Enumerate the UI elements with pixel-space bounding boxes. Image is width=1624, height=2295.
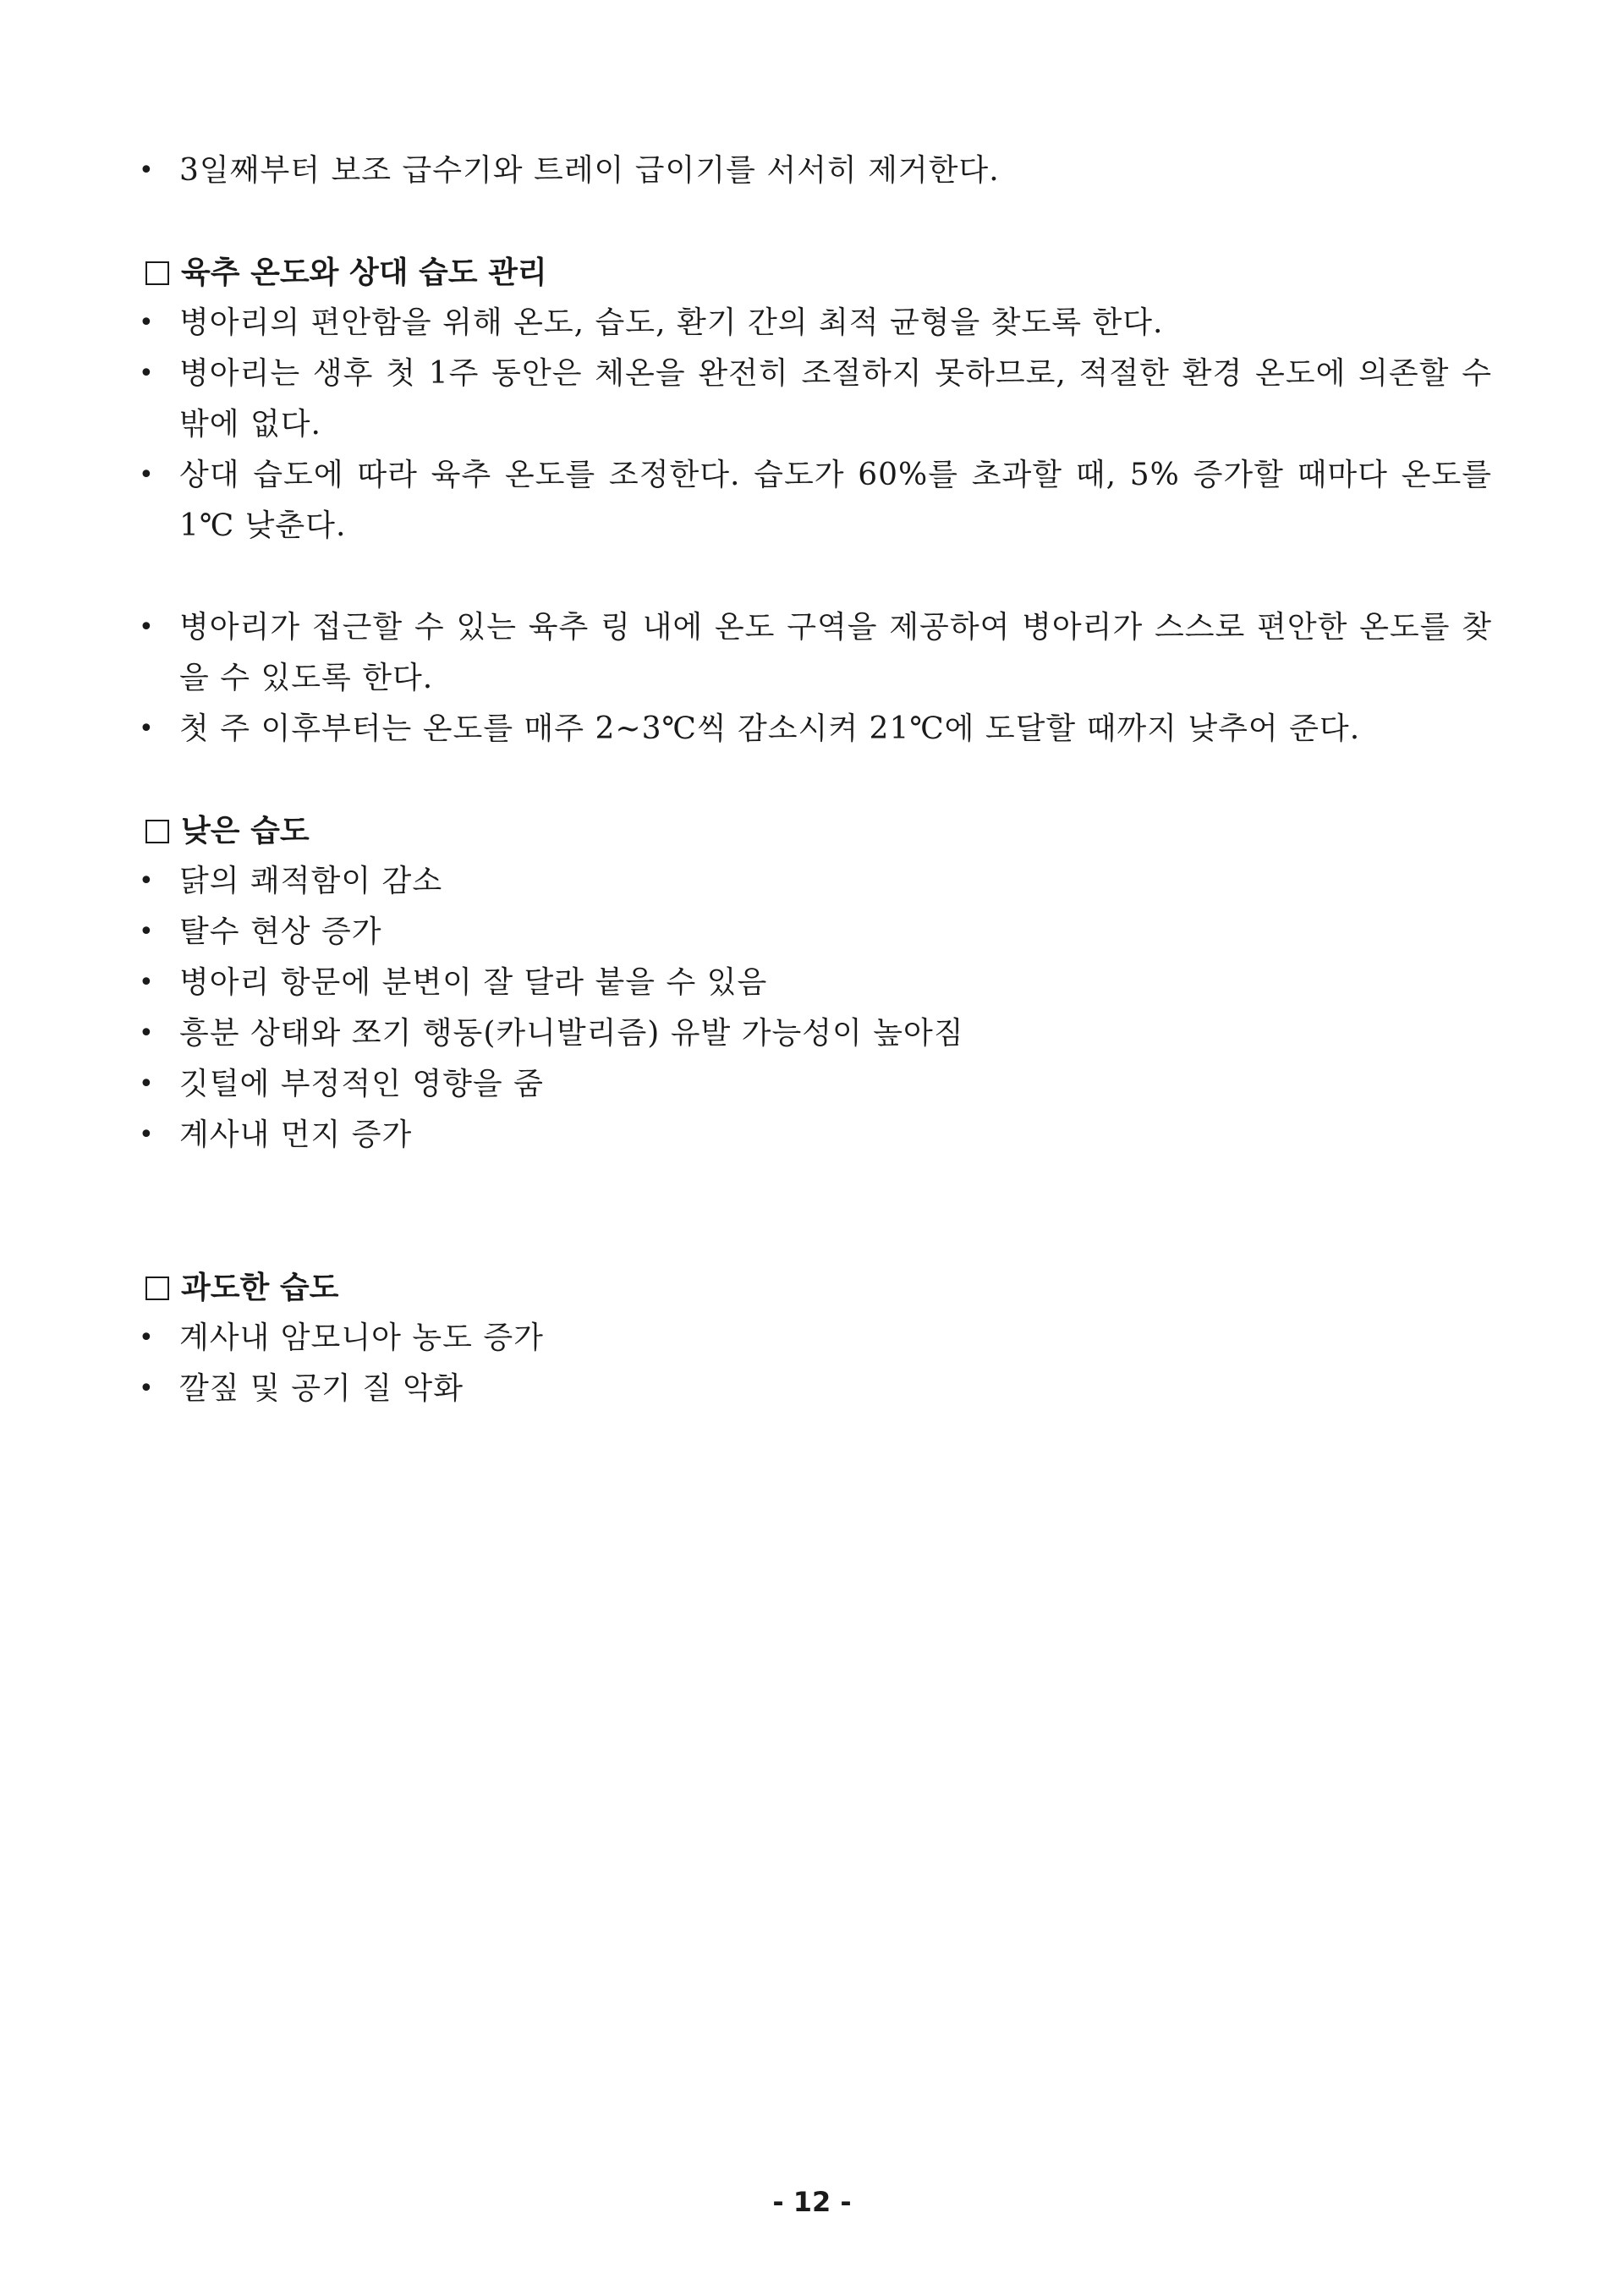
list-item [139, 450, 1492, 552]
bullet-dot: • [139, 917, 155, 947]
list-item-text: 닭의 쾌적함이 감소 [179, 864, 443, 898]
list-item-text: 병아리는 생후 첫 1주 동안은 체온을 완전히 조절하지 못하므로, 적절한 환경 온도에 의존할 수 밖에 없다. [179, 356, 1492, 442]
list-item [139, 856, 1492, 907]
bullet-dot: • [139, 714, 155, 744]
list-item-text: 병아리가 접근할 수 있는 육추 링 내에 온도 구역을 제공하여 병아리가 스스로 편안한 온도를 찾을 수 있도록 한다. [179, 610, 1492, 695]
list-item [139, 958, 1492, 1008]
checkbox-square-icon [145, 820, 169, 843]
section-heading-high-humidity [145, 1263, 338, 1314]
list-item [139, 704, 1492, 755]
list-item [139, 145, 1492, 196]
page-number: - 12 - [772, 2186, 852, 2218]
bullet-dot: • [139, 308, 155, 338]
bullet-dot: • [139, 1374, 155, 1403]
bullet-dot: • [139, 612, 155, 642]
checkbox-square-icon [145, 1277, 169, 1300]
list-item [139, 349, 1492, 450]
list-item-text: 깔짚 및 공기 질 악화 [179, 1371, 464, 1406]
checkbox-square-icon [145, 261, 169, 285]
list-item [139, 298, 1492, 349]
list-item [139, 907, 1492, 958]
list-item-text: 흥분 상태와 쪼기 행동(카니발리즘) 유발 가능성이 높아짐 [179, 1016, 964, 1051]
bullet-dot: • [139, 1069, 155, 1099]
section-heading-text: 낮은 습도 [181, 814, 310, 848]
bullet-dot: • [139, 968, 155, 997]
list-item-text: 병아리 항문에 분변이 잘 달라 붙을 수 있음 [179, 965, 768, 1000]
list-item-text: 탈수 현상 증가 [179, 914, 382, 949]
list-item [139, 602, 1492, 704]
list-item-text: 3일째부터 보조 급수기와 트레이 급이기를 서서히 제거한다. [179, 153, 1000, 188]
bullet-dot: • [139, 359, 155, 388]
bullet-dot: • [139, 156, 155, 185]
section-heading-low-humidity [145, 806, 310, 857]
section-heading-brooding [145, 248, 547, 299]
section-heading-text: 과도한 습도 [181, 1271, 339, 1305]
bullet-dot: • [139, 460, 155, 490]
list-item [139, 1110, 1492, 1161]
section-heading-text: 육추 온도와 상대 습도 관리 [181, 255, 547, 290]
bullet-dot: • [139, 1120, 155, 1150]
bullet-dot: • [139, 1323, 155, 1353]
bullet-dot: • [139, 1018, 155, 1048]
list-item-text: 계사내 먼지 증가 [179, 1117, 413, 1152]
list-item-text: 병아리의 편안함을 위해 온도, 습도, 환기 간의 최적 균형을 찾도록 한다. [179, 305, 1164, 340]
list-item-text: 상대 습도에 따라 육추 온도를 조정한다. 습도가 60%를 초과할 때, 5% 증가할 때마다 온도를 1℃ 낮춘다. [179, 458, 1492, 543]
list-item-text: 계사내 암모니아 농도 증가 [179, 1320, 544, 1355]
bullet-dot: • [139, 866, 155, 896]
list-item [139, 1364, 1492, 1414]
list-item [139, 1059, 1492, 1110]
list-item-text: 깃털에 부정적인 영향을 줌 [179, 1067, 544, 1101]
list-item [139, 1008, 1492, 1059]
list-item-text: 첫 주 이후부터는 온도를 매주 2~3℃씩 감소시켜 21℃에 도달할 때까지 낮추어 준다. [179, 711, 1361, 746]
list-item [139, 1313, 1492, 1364]
